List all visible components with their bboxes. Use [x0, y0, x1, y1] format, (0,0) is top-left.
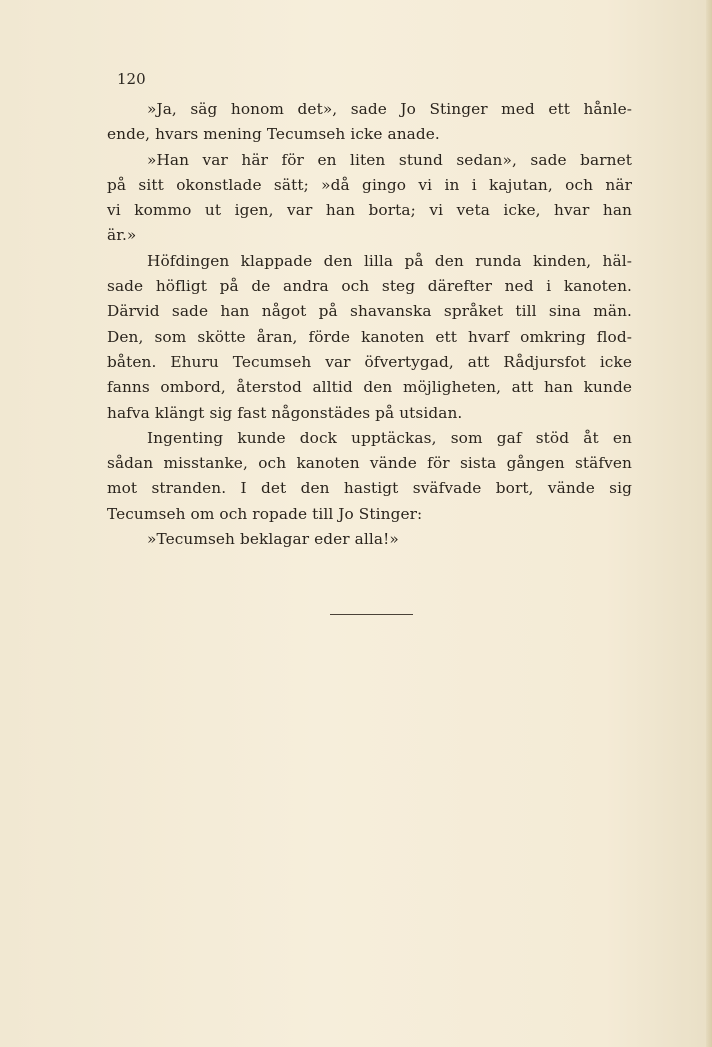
- paragraph-line: sådan misstanke, och kanoten vände för sista gången stäfven: [107, 454, 632, 473]
- paragraph-line: är.»: [107, 226, 137, 245]
- paragraph-line: sade höfligt på de andra och steg därefter ned i kanoten.: [107, 277, 632, 296]
- paragraph-line: båten. Ehuru Tecumseh var öfvertygad, att Rådjursfot icke: [107, 352, 632, 371]
- paragraph-line: Därvid sade han något på shavanska språket till sina män.: [107, 302, 632, 321]
- paragraph-line: »Han var här för en liten stund sedan», sade barnet: [147, 150, 632, 169]
- paragraph-line: på sitt okonstlade sätt; »då gingo vi in i kajutan, och när: [107, 175, 632, 194]
- paragraph-line: ende, hvars mening Tecumseh icke anade.: [107, 125, 440, 144]
- section-divider: [330, 614, 413, 615]
- page-edge: [706, 0, 712, 1047]
- paragraph-line: Tecumseh om och ropade till Jo Stinger:: [107, 504, 423, 523]
- paragraph-line: vi kommo ut igen, var han borta; vi veta icke, hvar han: [107, 201, 632, 220]
- paragraph-line: mot stranden. I det den hastigt sväfvade bort, vände sig: [107, 479, 632, 498]
- paragraph-line: Ingenting kunde dock upptäckas, som gaf stöd åt en: [147, 428, 632, 447]
- paragraph-line: »Tecumseh beklagar eder alla!»: [147, 530, 399, 549]
- body-text: [107, 97, 632, 552]
- paragraph-line: Den, som skötte åran, förde kanoten ett hvarf omkring flod-: [107, 327, 632, 346]
- paragraph-line: Höfdingen klappade den lilla på den runda kinden, häl-: [147, 251, 632, 270]
- paragraph-line: hafva klängt sig fast någonstädes på utsidan.: [107, 403, 463, 422]
- paragraph-line: fanns ombord, återstod alltid den möjligheten, att han kunde: [107, 378, 632, 397]
- page-number: 120: [117, 70, 146, 88]
- paragraph-line: »Ja, säg honom det», sade Jo Stinger med ett hånle-: [147, 100, 632, 118]
